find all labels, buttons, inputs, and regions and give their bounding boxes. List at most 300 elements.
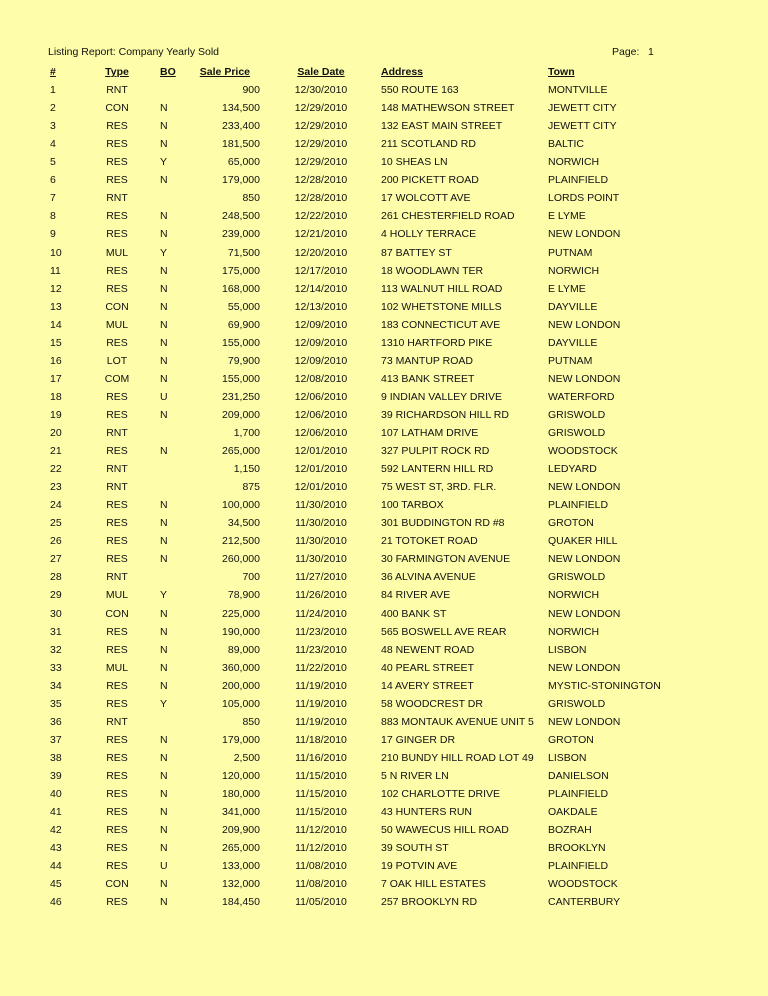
row-address: 30 FARMINGTON AVENUE	[381, 553, 511, 566]
row-address: 17 GINGER DR	[381, 733, 456, 746]
row-address: 36 ALVINA AVENUE	[381, 571, 476, 584]
row-sale-date: 12/01/2010	[294, 463, 348, 476]
row-type: RES	[106, 174, 128, 187]
row-sale-date: 11/19/2010	[295, 715, 347, 728]
row-sale-price: 231,250	[222, 390, 260, 403]
table-row	[0, 767, 768, 785]
row-town: LORDS POINT	[548, 192, 620, 205]
row-sale-date: 11/15/2010	[295, 806, 347, 818]
row-address: 565 BOSWELL AVE REAR	[381, 625, 507, 638]
row-bo: Y	[160, 246, 168, 259]
row-address: 39 RICHARDSON HILL RD	[381, 408, 509, 421]
row-town: LISBON	[548, 643, 587, 656]
row-num: 8	[50, 210, 56, 223]
table-row	[0, 514, 768, 532]
row-sale-date: 12/09/2010	[294, 318, 348, 331]
row-address: 18 WOODLAWN TER	[381, 264, 484, 277]
row-sale-date: 12/06/2010	[294, 408, 348, 421]
row-sale-date: 11/12/2010	[295, 824, 347, 837]
row-bo: N	[160, 300, 168, 313]
row-bo: Y	[160, 589, 168, 602]
row-type: MUL	[105, 661, 129, 674]
row-address: 211 SCOTLAND RD	[381, 138, 476, 151]
table-row	[0, 99, 768, 117]
row-num: 31	[50, 625, 62, 638]
row-sale-price: 260,000	[222, 553, 260, 566]
row-num: 24	[50, 499, 62, 512]
row-address: 107 LATHAM DRIVE	[381, 426, 479, 439]
row-num: 46	[50, 896, 62, 909]
row-type: RES	[106, 751, 128, 764]
row-town: WOODSTOCK	[548, 445, 618, 457]
row-town: PLAINFIELD	[548, 860, 609, 873]
row-address: 21 TOTOKET ROAD	[381, 535, 478, 548]
row-town: BALTIC	[548, 138, 584, 151]
table-row	[0, 117, 768, 135]
row-sale-price: 78,900	[227, 589, 260, 602]
row-sale-price: 190,000	[222, 625, 260, 638]
row-address: 73 MANTUP ROAD	[381, 354, 473, 367]
table-row	[0, 568, 768, 586]
table-row	[0, 442, 768, 460]
row-num: 22	[50, 463, 62, 476]
row-town: GROTON	[548, 517, 594, 530]
table-row	[0, 893, 768, 911]
row-sale-price: 200,000	[222, 679, 260, 692]
row-sale-price: 360,000	[222, 661, 260, 674]
row-type: RES	[106, 535, 128, 548]
row-sale-price: 132,000	[222, 878, 260, 891]
table-row	[0, 171, 768, 189]
row-sale-date: 11/23/2010	[295, 643, 347, 656]
row-sale-date: 12/01/2010	[294, 481, 348, 494]
row-sale-date: 12/09/2010	[294, 336, 348, 349]
row-town: E LYME	[548, 210, 586, 223]
row-num: 43	[50, 842, 62, 855]
row-type: CON	[105, 878, 129, 891]
row-bo: N	[160, 336, 168, 349]
table-row	[0, 207, 768, 225]
row-sale-date: 11/15/2010	[295, 788, 347, 800]
row-sale-date: 11/27/2010	[295, 571, 347, 584]
table-row	[0, 280, 768, 298]
row-type: RES	[106, 679, 128, 692]
row-sale-date: 12/06/2010	[294, 390, 348, 403]
row-town: GRISWOLD	[548, 697, 606, 710]
table-row	[0, 424, 768, 442]
row-address: 58 WOODCREST DR	[381, 697, 483, 710]
row-bo: N	[160, 499, 168, 512]
row-address: 5 N RIVER LN	[381, 769, 449, 782]
row-bo: N	[160, 824, 168, 837]
row-type: CON	[105, 102, 129, 114]
row-address: 261 CHESTERFIELD ROAD	[381, 210, 515, 223]
row-num: 4	[50, 138, 56, 151]
row-type: RES	[106, 408, 128, 421]
table-row	[0, 803, 768, 821]
row-num: 14	[50, 318, 62, 331]
row-town: NEW LONDON	[548, 228, 621, 241]
row-sale-price: 248,500	[222, 210, 260, 223]
row-address: 4 HOLLY TERRACE	[381, 228, 477, 241]
row-type: RES	[106, 788, 128, 800]
row-type: RES	[106, 282, 128, 295]
table-row	[0, 478, 768, 496]
row-town: CANTERBURY	[548, 896, 621, 909]
row-town: DANIELSON	[548, 769, 609, 782]
row-address: 48 NEWENT ROAD	[381, 643, 475, 656]
row-type: RNT	[106, 571, 128, 584]
header-sale-price: Sale Price	[199, 66, 250, 78]
row-sale-price: 34,500	[227, 517, 260, 530]
row-num: 21	[50, 445, 62, 457]
row-address: 7 OAK HILL ESTATES	[381, 878, 486, 891]
row-address: 102 WHETSTONE MILLS	[381, 300, 502, 313]
row-sale-date: 11/16/2010	[295, 751, 347, 764]
row-town: LISBON	[548, 751, 587, 764]
table-row	[0, 189, 768, 207]
table-row	[0, 857, 768, 875]
row-sale-price: 100,000	[222, 499, 260, 512]
row-address: 148 MATHEWSON STREET	[381, 102, 515, 114]
row-town: MYSTIC-STONINGTON	[548, 679, 661, 692]
row-sale-date: 11/30/2010	[295, 499, 347, 512]
row-bo: Y	[160, 156, 168, 169]
row-num: 16	[50, 354, 62, 367]
row-type: MUL	[105, 589, 129, 602]
row-sale-price: 133,000	[222, 860, 260, 873]
row-sale-price: 134,500	[222, 102, 260, 114]
row-bo: N	[160, 769, 168, 782]
row-town: NORWICH	[548, 625, 600, 638]
row-town: OAKDALE	[548, 806, 598, 818]
row-sale-date: 12/09/2010	[294, 354, 348, 367]
row-type: RES	[106, 210, 128, 223]
table-row	[0, 839, 768, 857]
row-bo: N	[160, 535, 168, 548]
row-num: 40	[50, 788, 62, 800]
row-type: RES	[106, 625, 128, 638]
row-address: 84 RIVER AVE	[381, 589, 451, 602]
row-num: 5	[50, 156, 56, 169]
table-row	[0, 298, 768, 316]
row-sale-price: 225,000	[222, 607, 260, 620]
row-type: RES	[106, 138, 128, 151]
table-row	[0, 262, 768, 280]
row-num: 1	[50, 84, 56, 96]
row-town: NORWICH	[548, 156, 600, 169]
row-sale-price: 120,000	[222, 769, 260, 782]
row-sale-price: 179,000	[222, 174, 260, 187]
table-row	[0, 496, 768, 514]
row-num: 11	[50, 264, 61, 277]
header-sale-date: Sale Date	[297, 66, 345, 78]
row-type: RES	[106, 860, 128, 873]
row-town: PLAINFIELD	[548, 499, 609, 512]
row-sale-price: 181,500	[222, 138, 260, 151]
row-sale-date: 12/29/2010	[294, 138, 348, 151]
row-town: JEWETT CITY	[548, 120, 617, 133]
table-row	[0, 677, 768, 695]
row-bo: N	[160, 102, 168, 114]
row-sale-price: 180,000	[222, 788, 260, 800]
row-address: 87 BATTEY ST	[381, 246, 452, 259]
row-num: 28	[50, 571, 62, 584]
row-town: PLAINFIELD	[548, 174, 609, 187]
row-type: RNT	[106, 481, 128, 494]
header-address: Address	[381, 66, 424, 78]
row-type: RES	[106, 390, 128, 403]
row-address: 257 BROOKLYN RD	[381, 896, 478, 909]
row-address: 183 CONNECTICUT AVE	[381, 318, 501, 331]
row-type: LOT	[106, 354, 128, 367]
row-town: NORWICH	[548, 589, 600, 602]
row-bo: N	[160, 643, 168, 656]
row-town: DAYVILLE	[548, 300, 598, 313]
row-sale-price: 1,150	[233, 463, 260, 476]
row-num: 25	[50, 517, 62, 530]
row-bo: N	[160, 896, 168, 909]
row-num: 39	[50, 769, 62, 782]
table-row	[0, 135, 768, 153]
row-address: 301 BUDDINGTON RD #8	[381, 517, 505, 530]
row-sale-date: 12/08/2010	[294, 372, 348, 385]
row-type: RES	[106, 824, 128, 837]
report-title: Listing Report: Company Yearly Sold	[48, 46, 220, 58]
row-bo: N	[160, 607, 168, 620]
row-bo: N	[160, 408, 168, 421]
row-bo: Y	[160, 697, 168, 710]
row-bo: N	[160, 878, 168, 891]
row-sale-date: 12/17/2010	[294, 264, 348, 277]
row-town: NEW LONDON	[548, 481, 621, 494]
row-sale-price: 105,000	[222, 697, 260, 710]
row-address: 102 CHARLOTTE DRIVE	[381, 788, 501, 800]
row-address: 43 HUNTERS RUN	[381, 806, 473, 818]
row-sale-price: 239,000	[222, 228, 260, 241]
row-sale-price: 184,450	[222, 896, 260, 909]
row-address: 550 ROUTE 163	[381, 84, 459, 96]
row-town: NORWICH	[548, 264, 600, 277]
row-type: RNT	[106, 192, 128, 205]
table-row	[0, 821, 768, 839]
row-town: NEW LONDON	[548, 715, 621, 728]
row-num: 19	[50, 408, 62, 421]
row-address: 9 INDIAN VALLEY DRIVE	[381, 390, 502, 403]
row-sale-date: 12/28/2010	[294, 174, 348, 187]
row-sale-date: 11/23/2010	[295, 625, 347, 638]
row-type: RNT	[106, 715, 128, 728]
row-num: 15	[50, 336, 62, 349]
table-row	[0, 785, 768, 803]
row-bo: N	[160, 625, 168, 638]
row-num: 20	[50, 426, 62, 439]
row-sale-price: 265,000	[222, 445, 260, 457]
row-sale-price: 212,500	[222, 535, 260, 548]
row-sale-price: 65,000	[227, 156, 260, 169]
table-row	[0, 659, 768, 677]
table-row	[0, 875, 768, 893]
table-row	[0, 731, 768, 749]
row-type: RES	[106, 336, 128, 349]
row-town: WOODSTOCK	[548, 878, 618, 891]
row-sale-price: 55,000	[227, 300, 260, 313]
table-row	[0, 334, 768, 352]
row-num: 27	[50, 553, 62, 566]
row-sale-date: 11/05/2010	[295, 896, 347, 909]
row-bo: N	[160, 733, 168, 746]
row-sale-price: 168,000	[222, 282, 260, 295]
row-sale-date: 11/15/2010	[295, 769, 347, 782]
row-bo: N	[160, 751, 168, 764]
row-sale-price: 341,000	[222, 806, 260, 818]
row-bo: N	[160, 354, 168, 367]
row-bo: N	[160, 372, 168, 385]
table-row	[0, 406, 768, 424]
row-town: E LYME	[548, 282, 586, 295]
row-type: RES	[106, 697, 128, 710]
row-address: 327 PULPIT ROCK RD	[381, 445, 490, 457]
row-sale-price: 69,900	[227, 318, 260, 331]
row-sale-price: 89,000	[227, 643, 260, 656]
row-bo: N	[160, 842, 168, 855]
row-sale-price: 175,000	[222, 264, 260, 277]
row-type: RNT	[106, 426, 128, 439]
row-type: COM	[104, 372, 130, 385]
row-num: 29	[50, 589, 62, 602]
row-num: 38	[50, 751, 62, 764]
table-row	[0, 153, 768, 171]
row-sale-date: 12/21/2010	[294, 228, 348, 241]
row-sale-date: 12/29/2010	[294, 102, 348, 114]
row-town: MONTVILLE	[548, 84, 608, 96]
row-sale-price: 233,400	[222, 120, 260, 133]
row-type: RES	[106, 733, 128, 746]
table-row	[0, 641, 768, 659]
row-num: 10	[50, 246, 62, 259]
row-address: 210 BUNDY HILL ROAD LOT 49	[381, 751, 534, 764]
row-sale-date: 11/19/2010	[295, 679, 347, 692]
row-num: 30	[50, 607, 62, 620]
row-num: 17	[50, 372, 62, 385]
row-num: 6	[50, 174, 56, 187]
row-bo: N	[160, 445, 168, 457]
row-sale-date: 11/08/2010	[295, 878, 347, 891]
row-sale-date: 12/29/2010	[294, 120, 348, 133]
page-label: Page:	[612, 46, 640, 58]
row-type: RES	[106, 120, 128, 133]
row-num: 7	[50, 192, 56, 205]
row-num: 33	[50, 661, 62, 674]
table-row	[0, 586, 768, 604]
row-address: 413 BANK STREET	[381, 372, 475, 385]
row-bo: N	[160, 679, 168, 692]
row-address: 100 TARBOX	[381, 499, 444, 512]
header-bo: BO	[160, 66, 176, 78]
row-type: RES	[106, 156, 128, 169]
row-town: BROOKLYN	[548, 842, 606, 855]
row-town: NEW LONDON	[548, 661, 621, 674]
row-sale-date: 12/20/2010	[294, 246, 348, 259]
row-num: 23	[50, 481, 62, 494]
row-sale-price: 179,000	[222, 733, 260, 746]
row-town: WATERFORD	[548, 390, 615, 403]
row-sale-date: 11/26/2010	[295, 589, 347, 602]
row-town: GRISWOLD	[548, 408, 606, 421]
row-address: 75 WEST ST, 3RD. FLR.	[381, 481, 497, 494]
row-type: RNT	[106, 84, 128, 96]
row-sale-price: 900	[242, 84, 260, 96]
row-address: 50 WAWECUS HILL ROAD	[381, 824, 509, 837]
row-sale-date: 12/29/2010	[294, 156, 348, 169]
row-sale-price: 850	[242, 192, 260, 205]
row-town: NEW LONDON	[548, 553, 621, 566]
header-town: Town	[548, 66, 575, 78]
row-sale-price: 850	[242, 715, 260, 728]
row-bo: N	[160, 517, 168, 530]
row-town: PUTNAM	[548, 354, 593, 367]
row-type: RES	[106, 553, 128, 566]
row-address: 40 PEARL STREET	[381, 661, 474, 674]
row-town: JEWETT CITY	[548, 102, 617, 114]
row-town: GROTON	[548, 733, 594, 746]
row-sale-date: 11/18/2010	[295, 733, 347, 746]
row-address: 19 POTVIN AVE	[381, 860, 458, 873]
row-num: 42	[50, 824, 62, 837]
row-address: 200 PICKETT ROAD	[381, 174, 479, 187]
row-town: NEW LONDON	[548, 372, 621, 385]
row-bo: N	[160, 806, 168, 818]
row-sale-price: 155,000	[222, 372, 260, 385]
row-type: RES	[106, 264, 128, 277]
row-type: RNT	[106, 463, 128, 476]
row-bo: N	[160, 138, 168, 151]
table-row	[0, 460, 768, 478]
table-header	[0, 63, 768, 81]
row-num: 3	[50, 120, 56, 133]
row-town: GRISWOLD	[548, 571, 606, 584]
row-num: 45	[50, 878, 62, 891]
table-row	[0, 81, 768, 99]
row-bo: N	[160, 318, 168, 331]
row-num: 44	[50, 860, 62, 873]
row-sale-price: 71,500	[227, 246, 260, 259]
row-type: RES	[106, 445, 128, 457]
table-row	[0, 749, 768, 767]
row-sale-price: 2,500	[233, 751, 260, 764]
row-sale-date: 12/22/2010	[294, 210, 348, 223]
row-sale-price: 209,000	[222, 408, 260, 421]
row-bo: N	[160, 210, 168, 223]
row-num: 35	[50, 697, 62, 710]
row-num: 32	[50, 643, 62, 656]
table-row	[0, 532, 768, 550]
row-type: RES	[106, 896, 128, 909]
row-type: MUL	[105, 318, 129, 331]
row-sale-date: 11/22/2010	[295, 661, 347, 674]
row-address: 113 WALNUT HILL ROAD	[381, 282, 503, 295]
row-sale-date: 11/30/2010	[295, 553, 347, 566]
row-num: 34	[50, 679, 62, 692]
table-row	[0, 244, 768, 262]
row-town: DAYVILLE	[548, 336, 598, 349]
row-town: BOZRAH	[548, 824, 592, 837]
row-address: 1310 HARTFORD PIKE	[381, 336, 493, 349]
row-sale-date: 12/06/2010	[294, 426, 348, 439]
row-sale-date: 11/08/2010	[295, 860, 347, 873]
row-bo: N	[160, 264, 168, 277]
row-type: CON	[105, 300, 129, 313]
